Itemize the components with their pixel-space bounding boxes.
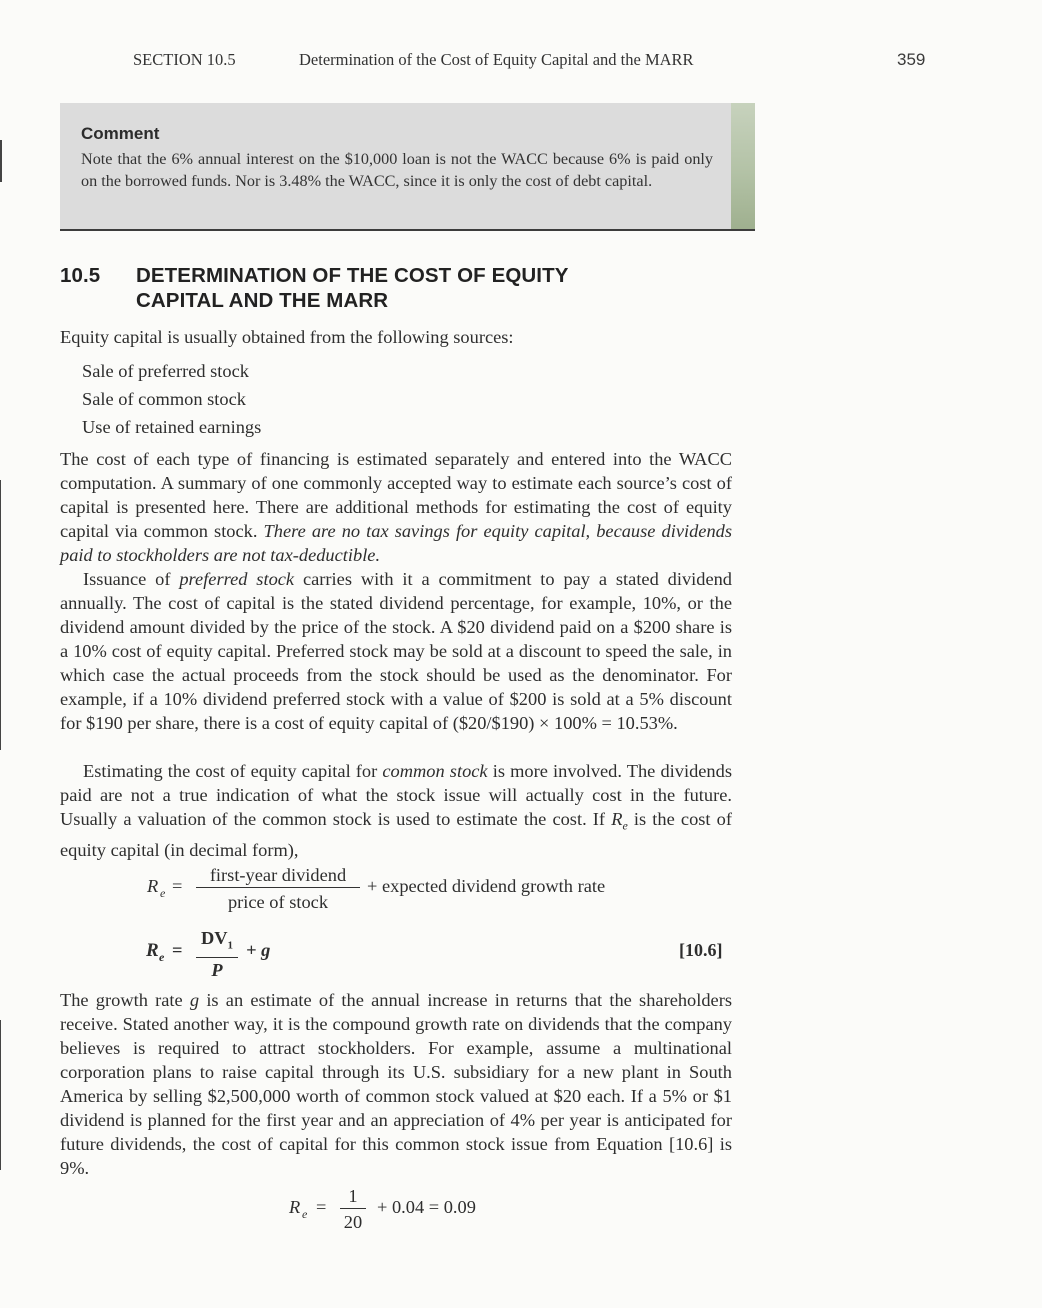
margin-mark — [0, 1020, 1, 1170]
running-head-section: SECTION 10.5 — [133, 50, 236, 69]
paragraph-italic: There are no tax savings for equity capital, because dividends paid to stockholders are not tax-deductible. — [60, 521, 732, 565]
equation-equals: = — [316, 1197, 327, 1217]
equation-label: [10.6] — [679, 940, 723, 960]
running-head — [0, 50, 1042, 72]
running-head-title: Determination of the Cost of Equity Capital and the MARR — [299, 50, 694, 69]
paragraph-text: is more involved. The dividends paid are not a true indication of what the stock issue will actually cost in the future. Usually a valuation of the common stock is used to estimate the cost. If — [60, 761, 732, 829]
paragraph-text: is an estimate of the annual increase in returns that the shareholders receive. Stated another way, it is the compound growth rate on dividends that the company believes is required to attract stockholders. For example, assume a multinational corporation plans to raise capital through its U.S. subsidiary for a new plant in South America by selling $2,500,000 worth of common stock valued at $20 each. If a 5% or $1 dividend is planned for the first year and an appreciation of 4% per year is anticipated for future dividends, the cost of capital for this common stock issue from Equation [10.6] is 9%. — [60, 990, 732, 1178]
equation-rest: + g — [246, 940, 271, 960]
equation-lhs: R — [289, 1197, 301, 1217]
equation-example — [0, 1183, 1042, 1243]
equation-equals: = — [172, 940, 183, 960]
paragraph-text: The cost of each type of financing is estimated separately and entered into the WACC computation. A summary of one commonly accepted way to estimate each source’s cost of capital is presented here. There are additional methods for estimating the cost of equity capital via common stock. — [60, 449, 732, 541]
list-item: Use of retained earnings — [82, 417, 262, 437]
fraction-denominator: P — [196, 957, 238, 982]
paragraph — [60, 447, 732, 567]
equation-lhs-subscript: e — [159, 950, 165, 964]
equation-rest: + 0.04 = 0.09 — [377, 1197, 476, 1217]
sources-list — [82, 357, 261, 441]
margin-mark — [0, 480, 1, 750]
equation-fraction — [196, 863, 360, 915]
intro-sentence: Equity capital is usually obtained from the following sources: — [60, 327, 514, 347]
section-title-line2: CAPITAL AND THE MARR — [136, 289, 389, 312]
margin-mark — [0, 140, 2, 182]
paragraph — [60, 759, 732, 862]
comment-text: Note that the 6% annual interest on the $10,000 loan is not the WACC because 6% is paid only on the borrowed funds. Nor is 3.48% the WACC, since it is only the cost of debt capital. — [81, 150, 713, 190]
paragraph-italic: common stock — [382, 761, 488, 781]
fraction-numerator-subscript: 1 — [227, 939, 234, 952]
equation-lhs: R — [147, 876, 159, 896]
paragraph-text: The growth rate — [60, 990, 190, 1010]
comment-box — [60, 103, 755, 231]
list-item: Sale of preferred stock — [82, 361, 249, 381]
paragraph-text: Estimating the cost of equity capital for — [83, 761, 383, 781]
fraction-denominator: 20 — [340, 1208, 366, 1235]
section-number: 10.5 — [60, 264, 101, 287]
paragraph-text: Issuance of — [83, 569, 180, 589]
equation-fraction — [196, 927, 238, 982]
fraction-denominator: price of stock — [196, 887, 360, 915]
math-subscript: e — [622, 818, 628, 833]
equation-fraction — [340, 1184, 366, 1235]
equation-rest: + expected dividend growth rate — [367, 876, 606, 896]
equation-equals: = — [172, 876, 183, 896]
equation-verbal — [0, 862, 1042, 918]
equation-10-6 — [0, 926, 1042, 978]
fraction-numerator: DV — [200, 928, 228, 948]
comment-side-tab — [731, 103, 755, 229]
equation-lhs: R — [146, 940, 159, 961]
math-variable: g — [189, 990, 200, 1010]
paragraph — [60, 567, 732, 735]
paragraph-text: carries with it a commitment to pay a stated dividend annually. The cost of capital is the stated dividend percentage, for example, 10%, or the dividend amount divided by the price of the stock. A $20 dividend paid on a $200 share is a 10% cost of equity capital. Preferred stock may be sold at a discount to speed the sale, in which case the actual proceeds from the stock should be used as the denominator. For example, if a 10% dividend preferred stock with a value of $200 is sold at a 5% discount for $190 per share, there is a cost of equity capital of ($20/$190) × 100% = 10.53%. — [60, 569, 732, 733]
fraction-numerator-group — [196, 927, 238, 957]
page-number: 359 — [897, 50, 926, 69]
equation-lhs-subscript: e — [302, 1207, 308, 1221]
section-title-line1: DETERMINATION OF THE COST OF EQUITY — [136, 264, 569, 287]
comment-title: Comment — [81, 124, 160, 143]
math-variable: R — [611, 809, 623, 829]
fraction-numerator: first-year dividend — [209, 865, 347, 885]
paragraph — [60, 988, 732, 1180]
paragraph-text: is the cost of equity capital (in decimal form), — [60, 809, 732, 860]
list-item: Sale of common stock — [82, 389, 246, 409]
paragraph-italic: preferred stock — [179, 569, 295, 589]
fraction-numerator: 1 — [348, 1186, 358, 1206]
equation-lhs-subscript: e — [160, 886, 166, 900]
